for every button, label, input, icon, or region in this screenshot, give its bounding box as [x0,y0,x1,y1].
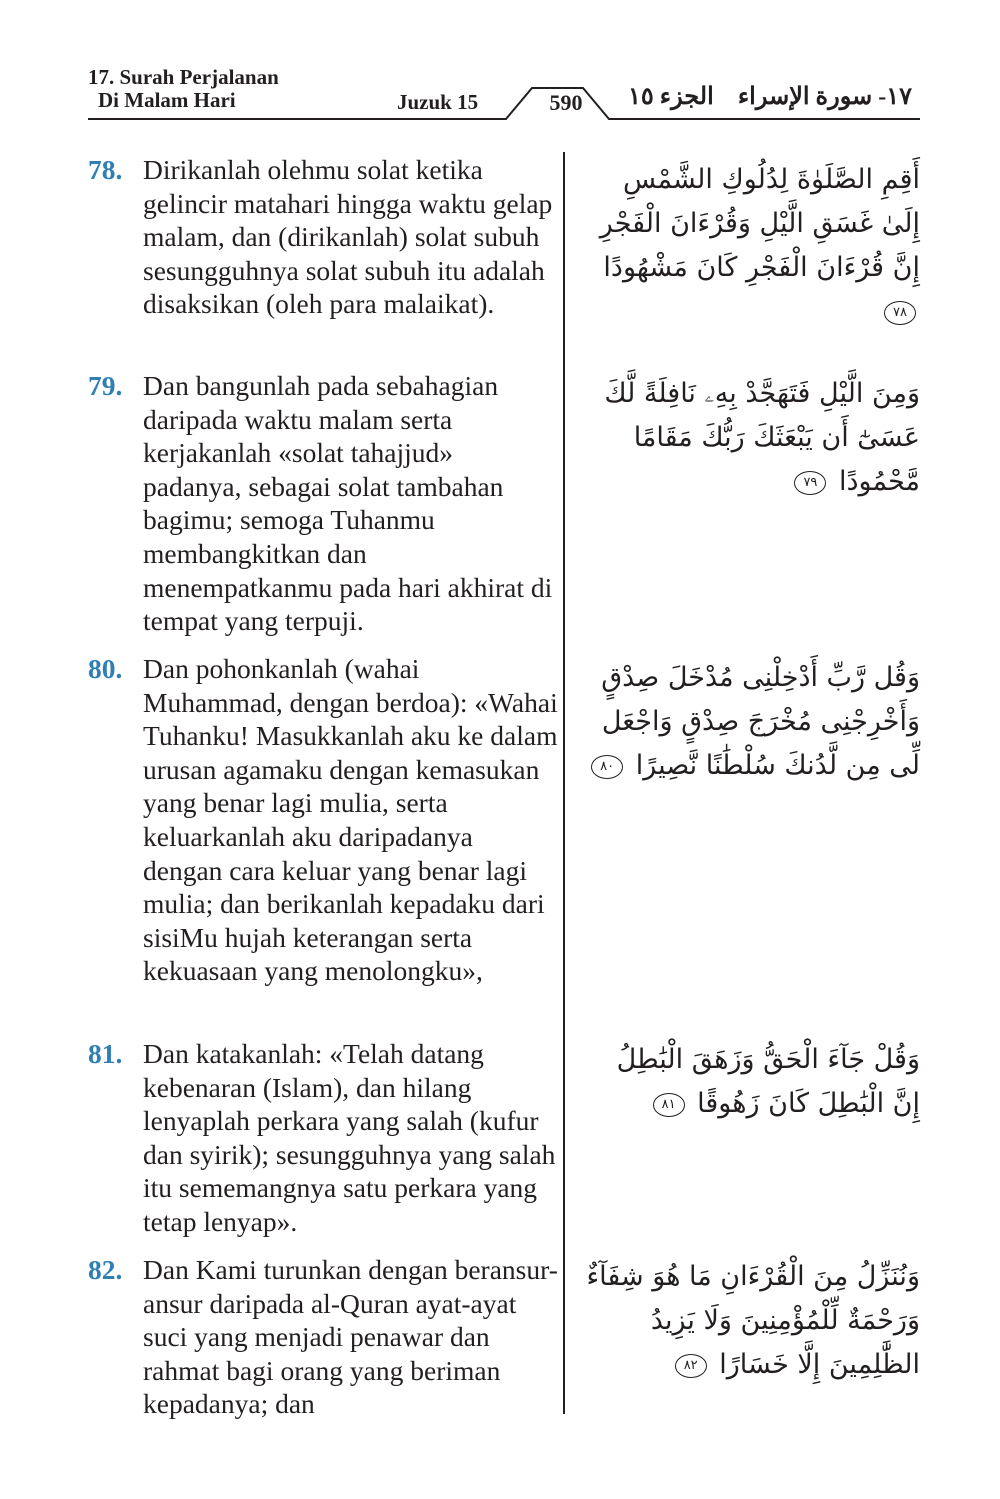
verse-translation [88,153,558,321]
verse-text: Dan pohonkanlah (wahai Muhammad, dengan berdoa): «Wahai Tuhanku! Masukkanlah aku ke dalam urusan agamaku dengan kemasukan yang benar lagi mulia, serta keluarkanlah aku daripadanya dengan cara keluar yang benar lagi mulia; dan berikanlah kepadaku dari sisiMu hujah keterangan serta kekuasaan yang menolongku», [143,653,558,987]
arabic-text: وَنُنَزِّلُ مِنَ الْقُرْءَانِ مَا هُوَ شِفَآءٌ وَرَحْمَةٌ لِّلْمُؤْمِنِينَ وَلَا يَزِيدُ الظَّٰلِمِينَ إِلَّا خَسَارًا [586,1261,920,1380]
verse-arabic [585,1038,920,1126]
surah-title-line2: Di Malam Hari [98,88,236,112]
arabic-text: وَقُلْ جَآءَ الْحَقُّ وَزَهَقَ الْبَٰطِلُ إِنَّ الْبَٰطِلَ كَانَ زَهُوقًا [616,1044,920,1119]
verse-text: Dan katakanlah: «Telah datang kebenaran (Islam), dan hilang lenyaplah perkara yang salah (kufur dan syirik); sesungguhnya yang salah itu sememangnya satu perkara yang tetap lenyap». [143,1038,556,1237]
verse-number: 81. [88,1038,123,1069]
verse-text: Dan Kami turunkan dengan beransur-ansur daripada al-Quran ayat-ayat suci yang menjadi penawar dan rahmat bagi orang yang beriman kepadanya; dan [143,1254,558,1420]
arabic-text: أَقِمِ الصَّلَوٰةَ لِدُلُوكِ الشَّمْسِ إِلَىٰ غَسَقِ الَّيْلِ وَقُرْءَانَ الْفَجْرِ إِنَّ قُرْءَانَ الْفَجْرِ كَانَ مَشْهُودًا [599,164,920,283]
juz-label-arabic: الجزء ١٥ [628,84,714,110]
ayah-end-marker: ٨١ [653,1093,685,1117]
verse-translation [88,652,558,988]
surah-title-latin [88,66,279,112]
page-header [0,0,1000,130]
verse-arabic [585,372,920,504]
page-number: 590 [549,90,583,115]
ayah-end-marker: ٨٠ [591,755,623,779]
ayah-end-marker: ٨٢ [675,1354,707,1378]
surah-title-arabic: ١٧- سورة الإسراء [737,84,912,110]
verse-translation [88,1253,558,1421]
surah-title-line1: 17. Surah Perjalanan [88,65,279,89]
verse-arabic [585,1255,920,1387]
ayah-end-marker: ٧٨ [884,301,916,325]
juzuk-label: Juzuk 15 [397,90,479,114]
verse-arabic [585,656,920,788]
verse-text: Dan bangunlah pada sebahagian daripada waktu malam serta kerjakanlah «solat tahajjud» padanya, sebagai solat tambahan bagimu; semoga Tuhanmu membangkitkan dan menempatkanmu pada hari akhirat di tempat yang terpuji. [143,370,553,637]
verse-number: 82. [88,1254,123,1285]
column-divider [563,152,565,1414]
arabic-text: وَقُل رَّبِّ أَدْخِلْنِى مُدْخَلَ صِدْقٍ وَأَخْرِجْنِى مُخْرَجَ صِدْقٍ وَاجْعَل لِّى مِن لَّدُنكَ سُلْطَٰنًا نَّصِيرًا [601,662,920,781]
verse-translation [88,1037,558,1239]
verse-number: 78. [88,154,123,185]
verse-arabic [585,158,920,334]
ayah-end-marker: ٧٩ [794,471,826,495]
verse-text: Dirikanlah olehmu solat ketika gelincir matahari hingga waktu gelap malam, dan (dirikanlah) solat subuh sesungguhnya solat subuh itu adalah disaksikan (oleh para malaikat). [143,154,553,320]
verse-number: 80. [88,653,123,684]
verse-translation [88,369,558,638]
arabic-text: وَمِنَ الَّيْلِ فَتَهَجَّدْ بِهِۦ نَافِلَةً لَّكَ عَسَىٰٓ أَن يَبْعَثَكَ رَبُّكَ مَقَامًا مَّحْمُودًا [604,378,920,497]
verse-number: 79. [88,370,123,401]
